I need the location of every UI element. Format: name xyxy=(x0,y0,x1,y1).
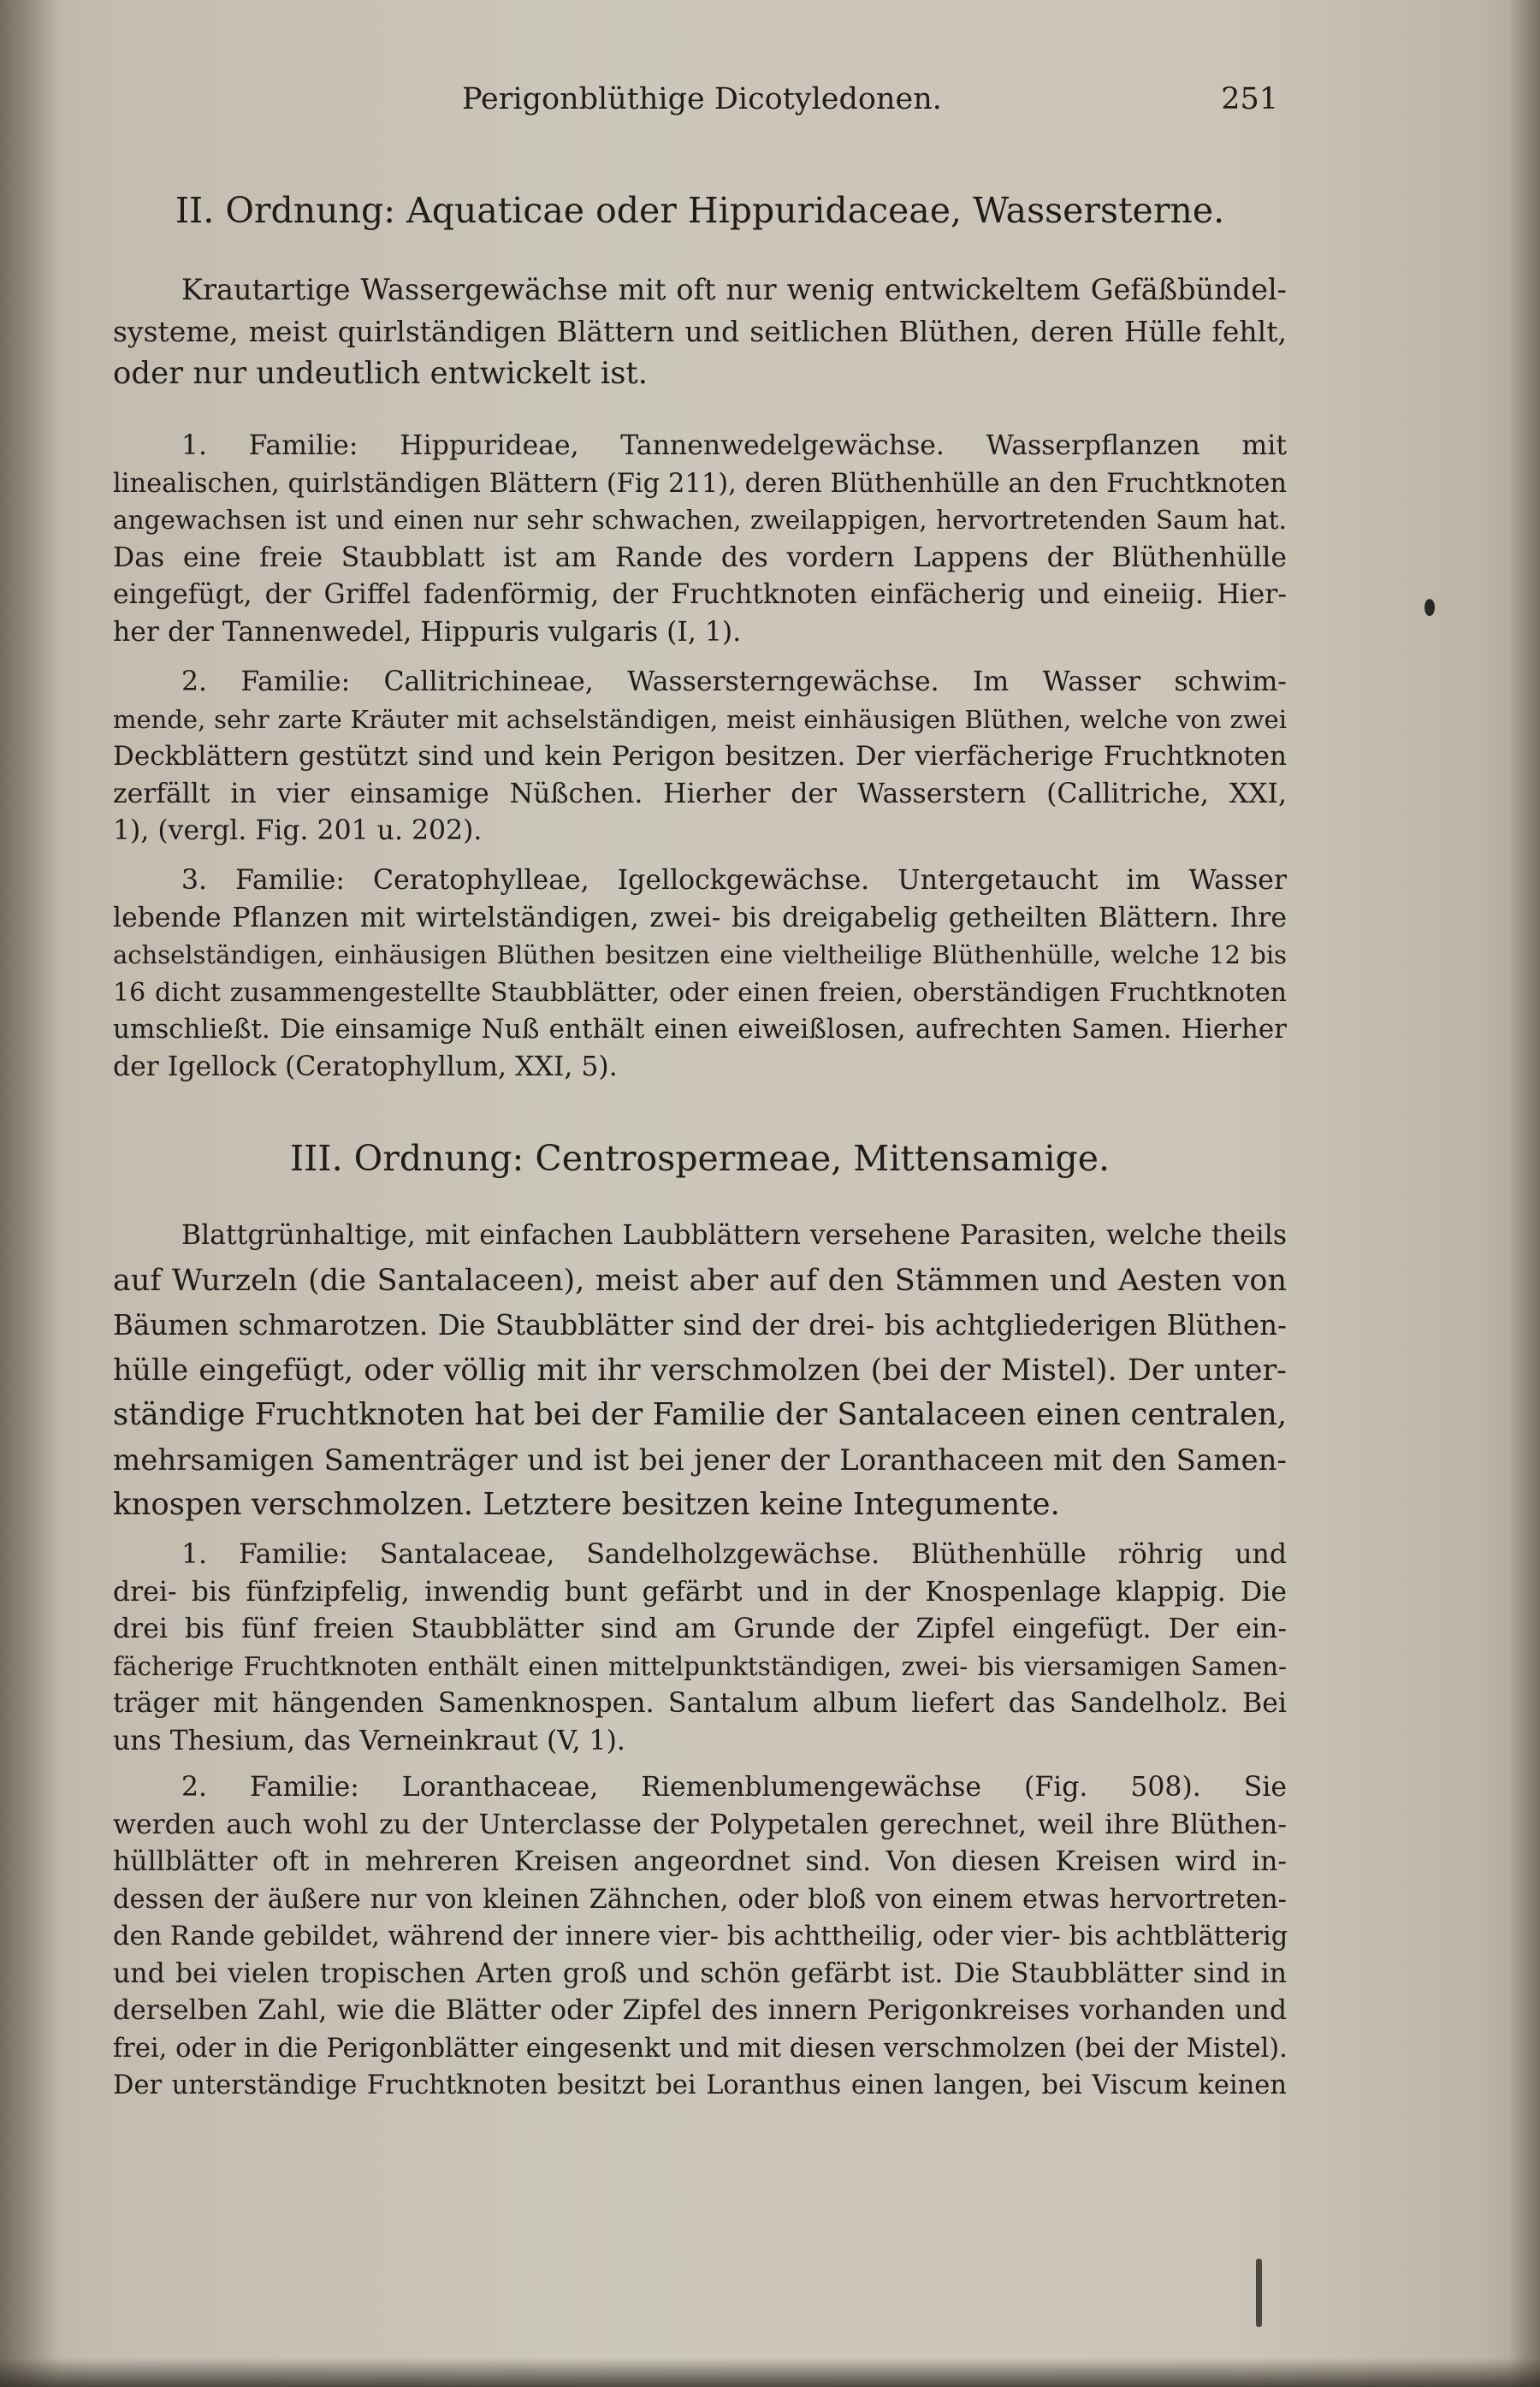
text-line: und bei vielen tropischen Arten groß und schön gefärbt ist. Die Staubblätter sind in xyxy=(113,1958,1287,1989)
text-line: drei bis fünf freien Staubblätter sind am Grunde der Zipfel eingefügt. Der ein- xyxy=(113,1614,1287,1644)
text-line: frei, oder in die Perigonblätter eingesenkt und mit diesen verschmolzen (bei der Mistel). xyxy=(113,2033,1288,2064)
text-line: Deckblättern gestützt sind und kein Perigon besitzen. Der vierfächerige Fruchtknoten xyxy=(113,741,1287,772)
text-line: eingefügt, der Griffel fadenförmig, der Fruchtknoten einfächerig und eineiig. Hier- xyxy=(113,579,1287,610)
text-line: 1. Familie: Hippurideae, Tannenwedelgewächse. Wasserpflanzen mit xyxy=(181,430,1287,461)
text-line: 1. Familie: Santalaceae, Sandelholzgewächse. Blüthenhülle röhrig und xyxy=(181,1539,1287,1570)
page-number: 251 xyxy=(1221,82,1278,116)
text-line: Der unterständige Fruchtknoten besitzt bei Loranthus einen langen, bei Viscum keinen xyxy=(113,2070,1287,2100)
page-bottom-shadow xyxy=(0,2358,1540,2387)
text-line: fächerige Fruchtknoten enthält einen mittelpunktständigen, zwei- bis viersamigen Samen- xyxy=(113,1651,1287,1681)
text-line: 2. Familie: Loranthaceae, Riemenblumengewächse (Fig. 508). Sie xyxy=(181,1772,1287,1803)
text-line: her der Tannenwedel, Hippuris vulgaris (I, 1). xyxy=(113,616,742,648)
text-line: linealischen, quirlständigen Blättern (Fig 211), deren Blüthenhülle an den Fruchtknoten xyxy=(113,468,1287,499)
text-line: hüllblätter oft in mehreren Kreisen angeordnet sind. Von diesen Kreisen wird in- xyxy=(113,1846,1287,1877)
text-line: werden auch wohl zu der Unterclasse der Polypetalen gerechnet, weil ihre Blüthen- xyxy=(113,1809,1287,1840)
text-line: lebende Pflanzen mit wirtelständigen, zwei- bis dreigabelig getheilten Blättern. Ihre xyxy=(113,902,1287,933)
family-paragraph-santalaceae xyxy=(113,1537,1287,1760)
section-heading-order-2: II. Ordnung: Aquaticae oder Hippuridaceae, Wassersterne. xyxy=(175,190,1225,231)
section-intro-order-3 xyxy=(113,1213,1287,1528)
text-line: 1), (vergl. Fig. 201 u. 202). xyxy=(113,815,483,846)
running-head-title: Perigonblüthige Dicotyledonen. xyxy=(462,82,942,116)
section-intro-order-2 xyxy=(113,269,1287,394)
ink-spot xyxy=(1256,2259,1262,2327)
text-line: drei- bis fünfzipfelig, inwendig bunt gefärbt und in der Knospenlage klappig. Die xyxy=(113,1576,1287,1608)
family-paragraph-callitrichineae xyxy=(113,664,1287,850)
text-line: uns Thesium, das Verneinkraut (V, 1). xyxy=(113,1725,625,1756)
text-line: umschließt. Die einsamige Nuß enthält einen eiweißlosen, aufrechten Samen. Hierher xyxy=(113,1014,1287,1045)
ink-spot xyxy=(1424,599,1435,616)
section-heading-order-3: III. Ordnung: Centrospermeae, Mittensamige. xyxy=(289,1138,1110,1179)
page-edge-shadow xyxy=(1509,0,1540,2387)
text-line: hülle eingefügt, oder völlig mit ihr verschmolzen (bei der Mistel). Der unter- xyxy=(113,1353,1287,1388)
text-line: zerfällt in vier einsamige Nüßchen. Hierher der Wasserstern (Callitriche, XXI, xyxy=(113,778,1287,809)
text-line: dessen der äußere nur von kleinen Zähnchen, oder bloß von einem etwas hervortreten- xyxy=(113,1884,1287,1915)
text-line: mende, sehr zarte Kräuter mit achselständigen, meist einhäusigen Blüthen, welche von zwei xyxy=(113,704,1287,734)
text-line: derselben Zahl, wie die Blätter oder Zipfel des innern Perigonkreises vorhanden und xyxy=(113,1995,1287,2026)
text-line: der Igellock (Ceratophyllum, XXI, 5). xyxy=(113,1051,618,1082)
text-line: Bäumen schmarotzen. Die Staubblätter sind der drei- bis achtgliederigen Blüthen- xyxy=(113,1309,1287,1342)
text-line: ständige Fruchtknoten hat bei der Familie der Santalaceen einen centralen, xyxy=(113,1397,1287,1432)
text-line: achselständigen, einhäusigen Blüthen besitzen eine vieltheilige Blüthenhülle, welche 12 bis xyxy=(113,940,1287,969)
family-paragraph-loranthaceae xyxy=(113,1769,1287,2105)
text-line: Krautartige Wassergewächse mit oft nur wenig entwickeltem Gefäßbündel- xyxy=(181,273,1287,306)
text-line: 16 dicht zusammengestellte Staubblätter, oder einen freien, oberständigen Fruchtknoten xyxy=(113,977,1287,1008)
text-line: träger mit hängenden Samenknospen. Santalum album liefert das Sandelholz. Bei xyxy=(113,1688,1287,1719)
text-line: mehrsamigen Samenträger und ist bei jener der Loranthaceen mit den Samen- xyxy=(113,1442,1287,1478)
text-line: oder nur undeutlich entwickelt ist. xyxy=(113,356,648,391)
family-paragraph-hippurideae xyxy=(113,428,1287,651)
text-line: Blattgrünhaltige, mit einfachen Laubblättern versehene Parasiten, welche theils xyxy=(181,1220,1287,1251)
spine-shadow xyxy=(0,0,60,2387)
text-line: den Rande gebildet, während der innere vier- bis achttheilig, oder vier- bis achtblätterig xyxy=(113,1922,1288,1952)
text-line: angewachsen ist und einen nur sehr schwachen, zweilappigen, hervortretenden Saum hat. xyxy=(113,506,1287,535)
text-line: 3. Familie: Ceratophylleae, Igellockgewächse. Untergetaucht im Wasser xyxy=(181,865,1287,896)
text-line: 2. Familie: Callitrichineae, Wassersterngewächse. Im Wasser schwim- xyxy=(181,666,1287,697)
text-line: Das eine freie Staubblatt ist am Rande des vordern Lappens der Blüthenhülle xyxy=(113,542,1287,573)
text-line: auf Wurzeln (die Santalaceen), meist aber auf den Stämmen und Aesten von xyxy=(113,1263,1287,1298)
text-line: systeme, meist quirlständigen Blättern und seitlichen Blüthen, deren Hülle fehlt, xyxy=(113,315,1287,348)
running-head xyxy=(113,82,1287,133)
family-paragraph-ceratophylleae xyxy=(113,862,1287,1086)
text-line: knospen verschmolzen. Letztere besitzen keine Integumente. xyxy=(113,1487,1060,1522)
